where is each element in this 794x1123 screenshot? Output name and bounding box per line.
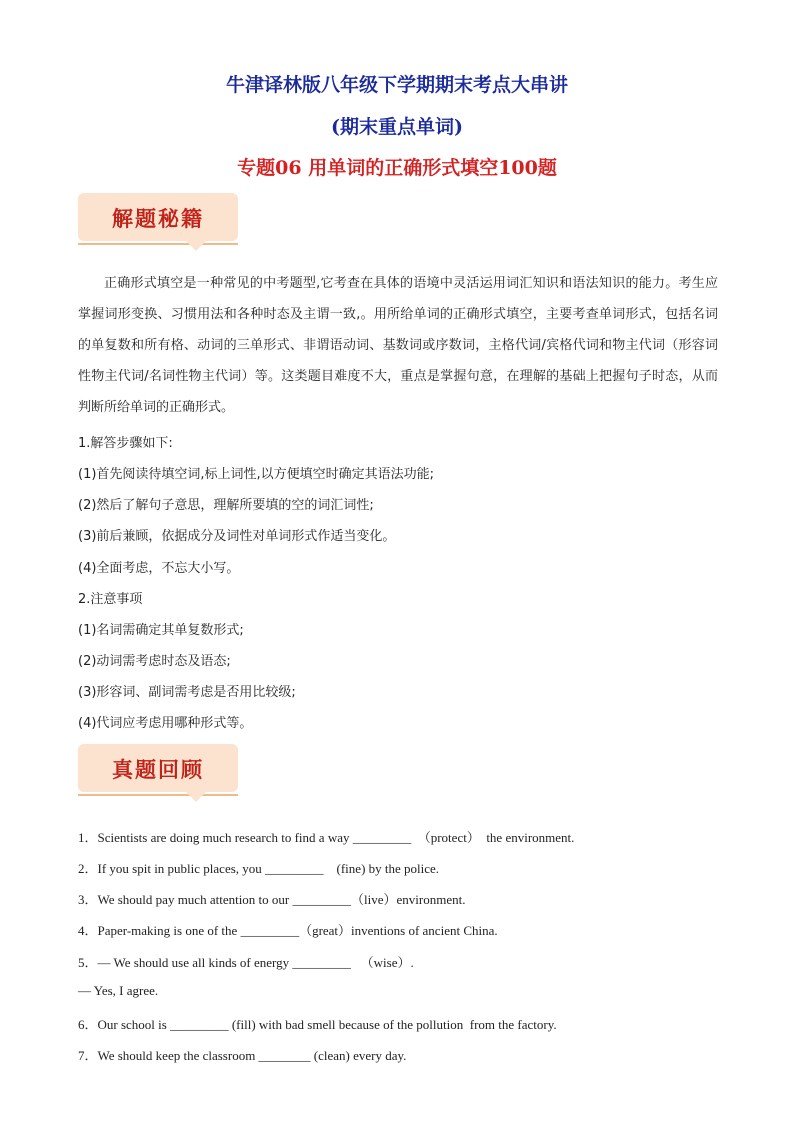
question-item: 7．We should keep the classroom ________ (clean) every day. <box>78 1048 407 1063</box>
section-banner-review <box>78 744 238 804</box>
document-title: 牛津译林版八年级下学期期末考点大串讲 <box>225 74 568 96</box>
question-item: 6．Our school is _________ (fill) with bad smell because of the pollution from the factory. <box>78 1017 557 1032</box>
tips-line: 1.解答步骤如下: <box>78 436 173 451</box>
tips-line: (3)前后兼顾，依据成分及词性对单词形式作适当变化。 <box>78 529 396 544</box>
tips-line: (4)全面考虑，不忘大小写。 <box>78 561 240 576</box>
tips-line: (2)然后了解句子意思，理解所要填的空的词汇词性; <box>78 498 374 513</box>
section-banner-tips <box>78 193 238 253</box>
section-label-tips: 解题秘籍 <box>112 207 204 231</box>
question-item: 4．Paper-making is one of the _________（great）inventions of ancient China. <box>78 923 498 938</box>
question-item: 2．If you spit in public places, you _________ (fine) by the police. <box>78 861 440 876</box>
question-answer-line: — Yes, I agree. <box>78 983 159 998</box>
question-item: 1．Scientists are doing much research to find a way _________ （protect） the environment. <box>78 830 575 845</box>
question-item: 3．We should pay much attention to our _________（live）environment. <box>78 892 466 907</box>
topic-heading: 专题06 用单词的正确形式填空100题 <box>237 157 557 179</box>
document-subtitle: (期末重点单词) <box>331 116 463 138</box>
tips-line: (1)名词需确定其单复数形式; <box>78 623 244 638</box>
tips-line: (3)形容词、副词需考虑是否用比较级; <box>78 685 296 700</box>
section-label-review: 真题回顾 <box>112 758 204 782</box>
tips-line: (2)动词需考虑时态及语态; <box>78 654 231 669</box>
question-item: 5．— We should use all kinds of energy _________ （wise）. <box>78 955 414 970</box>
tips-line: (4)代词应考虑用哪种形式等。 <box>78 716 253 731</box>
tips-line: 2.注意事项 <box>78 592 143 607</box>
intro-paragraph: 正确形式填空是一种常见的中考题型,它考查在具体的语境中灵活运用词汇知识和语法知识的能力。考生应掌握词形变换、习惯用法和各种时态及主谓一致,。用所给单词的正确形式填空，主要考查单词形式，包括名词的单复数和所有格、动词的三单形式、非谓语动词、基数词或序数词，主格代词/宾格代词和物主代词（形容词性物主代词/名词性物主代词）等。这类题目难度不大，重点是掌握句意，在理解的基础上把握句子时态，从而判断所给单词的正确形式。 <box>78 276 718 415</box>
tips-line: (1)首先阅读待填空词,标上词性,以方便填空时确定其语法功能; <box>78 467 435 482</box>
